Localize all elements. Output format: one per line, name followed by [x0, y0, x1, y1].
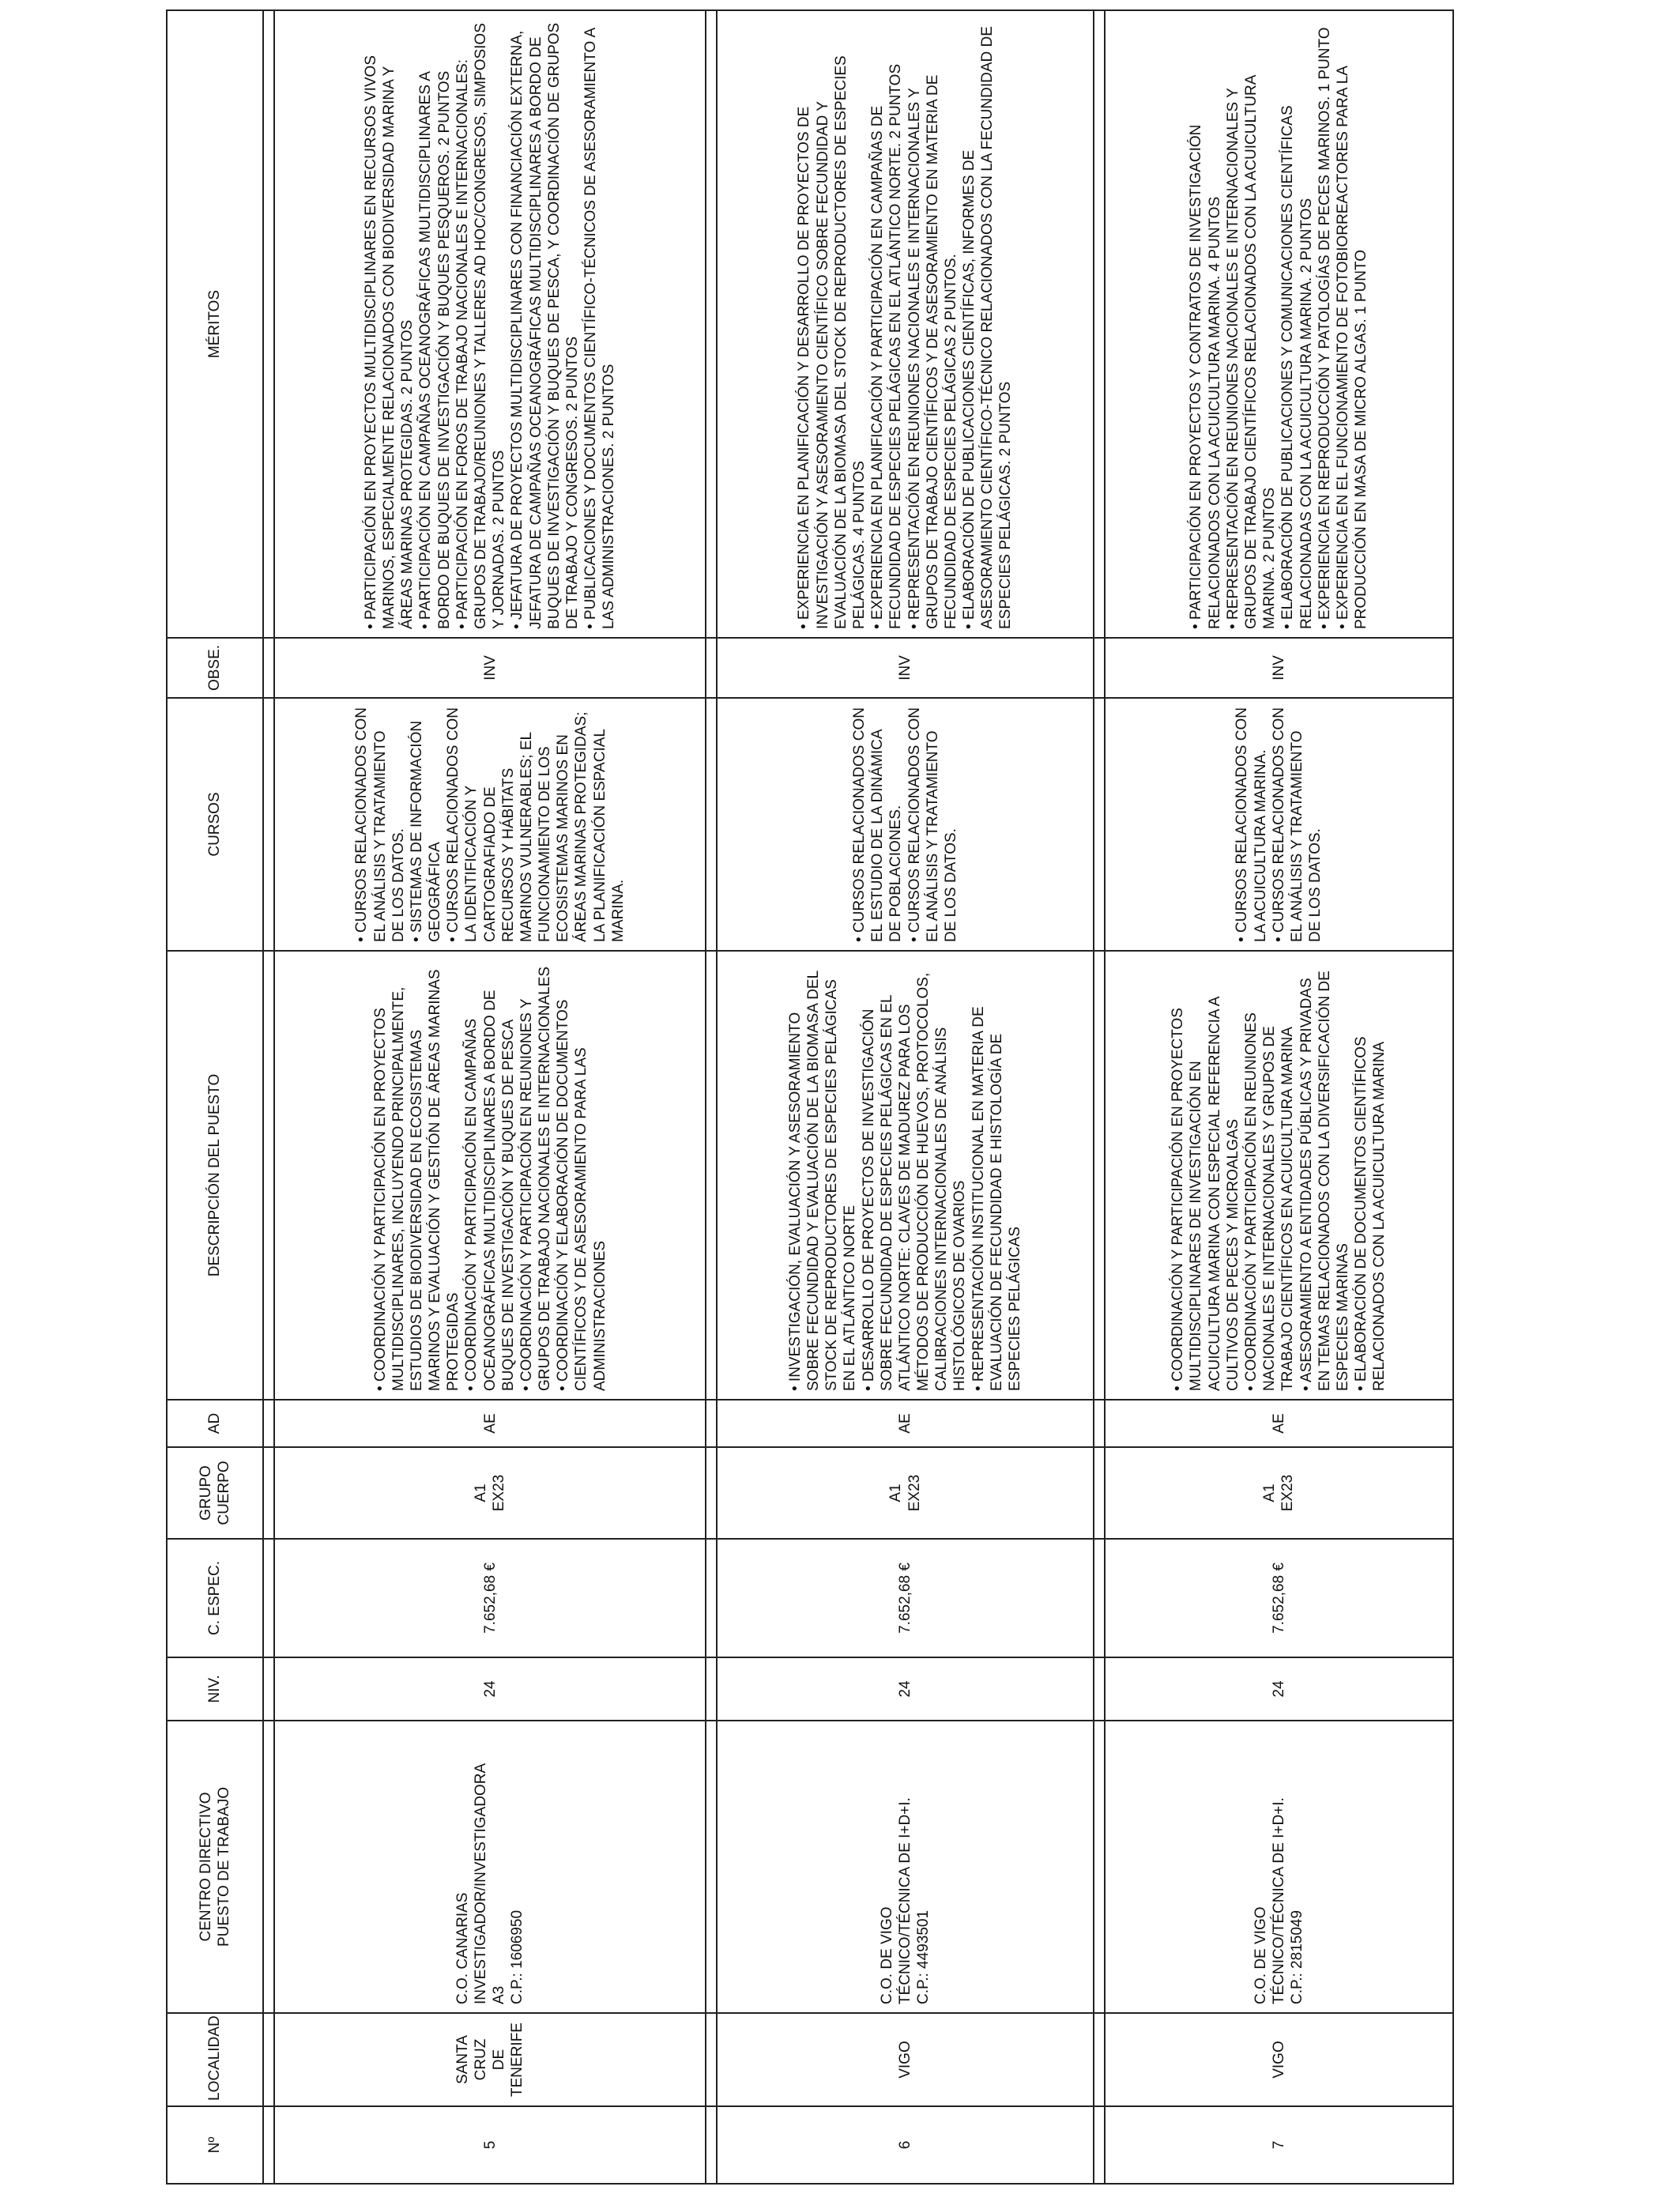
- cursos-item: • CURSOS RELACIONADOS CON EL ANÁLISIS Y TRATAMIENTO DE LOS DATOS.: [1270, 707, 1325, 942]
- table-row: [274, 10, 706, 2184]
- cell-localidad: SANTA CRUZ DE TENERIFE: [274, 2013, 706, 2106]
- descripcion-item: • REPRESENTACIÓN INSTITUCIONAL EN MATERIA DE EVALUACIÓN DE FECUNDIDAD E HISTOLOGÍA DE ESPECIES PELÁGICAS: [970, 959, 1025, 1391]
- header-cursos: CURSOS: [167, 698, 263, 951]
- cell-num: 6: [717, 2106, 1093, 2184]
- cell-ad: AE: [1105, 1400, 1453, 1447]
- header-c-espec: C. ESPEC.: [167, 1539, 263, 1657]
- header-meritos: MÉRITOS: [167, 10, 263, 638]
- cell-nivel: 24: [274, 1657, 706, 1721]
- cursos-item: • CURSOS RELACIONADOS CON EL ESTUDIO DE LA DINÁMICA DE POBLACIONES.: [850, 707, 906, 942]
- cursos-item: • CURSOS RELACIONADOS CON EL ANÁLISIS Y TRATAMIENTO DE LOS DATOS.: [906, 707, 961, 942]
- cell-centro: C.O. DE VIGO TÉCNICO/TÉCNICA DE I+D+I. C.P.: 2815049: [1105, 1721, 1453, 2013]
- descripcion-item: • COORDINACIÓN Y PARTICIPACIÓN EN REUNIONES Y GRUPOS DE TRABAJO NACIONALES E INTERNACIONALES: [518, 959, 554, 1391]
- cell-nivel: 24: [1105, 1657, 1453, 1721]
- meritos-item: • PARTICIPACIÓN EN PROYECTOS MULTIDISCIPLINARES EN RECURSOS VIVOS MARINOS, ESPECIALMENTE RELACIONADOS CON BIODIVERSIDAD MARINA Y ÁREAS MARINAS PROTEGIDAS. 2 PUNTOS: [362, 19, 417, 629]
- cell-meritos: [1105, 10, 1453, 638]
- cell-centro: C.O. CANARIAS INVESTIGADOR/INVESTIGADORA A3 C.P.: 1606950: [274, 1721, 706, 2013]
- table-row: [1105, 10, 1453, 2184]
- meritos-item: • EXPERIENCIA EN PLANIFICACIÓN Y DESARROLLO DE PROYECTOS DE INVESTIGACIÓN Y ASESORAMIENTO CIENTÍFICO SOBRE FECUNDIDAD Y EVALUACIÓN DE LA BIOMASA DEL STOCK DE REPRODUCTORES DE ESPECIES PELÁGICAS. 4 PUNTOS: [795, 19, 868, 629]
- meritos-item: • PARTICIPACIÓN EN PROYECTOS Y CONTRATOS DE INVESTIGACIÓN RELACIONADOS CON LA ACUICULTURA MARINA. 4 PUNTOS: [1187, 19, 1223, 629]
- cursos-list: [1233, 707, 1324, 942]
- cursos-item: • SISTEMAS DE INFORMACIÓN GEOGRÁFICA: [408, 707, 444, 942]
- cell-c-espec: 7.652,68 €: [274, 1539, 706, 1657]
- cursos-list: [850, 707, 960, 942]
- cell-grupo: A1 EX23: [274, 1447, 706, 1539]
- cell-descripcion: [274, 951, 706, 1400]
- cursos-item: • CURSOS RELACIONADOS CON EL ANÁLISIS Y TRATAMIENTO DE LOS DATOS.: [352, 707, 408, 942]
- meritos-item: • PUBLICACIONES Y DOCUMENTOS CIENTÍFICO-TÉCNICOS DE ASESORAMIENTO A LAS ADMINISTRACIONES. 2 PUNTOS: [582, 19, 618, 629]
- row-separator: [706, 10, 717, 2184]
- cell-ad: AE: [717, 1400, 1093, 1447]
- cell-localidad: VIGO: [717, 2013, 1093, 2106]
- cell-grupo: A1 EX23: [1105, 1447, 1453, 1539]
- cell-num: 5: [274, 2106, 706, 2184]
- cell-centro: C.O. DE VIGO TÉCNICO/TÉCNICA DE I+D+I. C.P.: 4493501: [717, 1721, 1093, 2013]
- header-descripcion: DESCRIPCIÓN DEL PUESTO: [167, 951, 263, 1400]
- cell-obs: INV: [274, 638, 706, 698]
- descripcion-list: [786, 959, 1024, 1391]
- cell-descripcion: [717, 951, 1093, 1400]
- meritos-item: • EXPERIENCIA EN EL FUNCIONAMIENTO DE FOTOBIORREACTORES PARA LA PRODUCCIÓN EN MASA DE MICRO ALGAS. 1 PUNTO: [1334, 19, 1370, 629]
- cell-descripcion: [1105, 951, 1453, 1400]
- header-centro: CENTRO DIRECTIVO PUESTO DE TRABAJO: [167, 1721, 263, 2013]
- meritos-item: • EXPERIENCIA EN REPRODUCCIÓN Y PATOLOGÍAS DE PECES MARINOS. 1 PUNTO: [1316, 19, 1334, 629]
- meritos-item: • EXPERIENCIA EN PLANIFICACIÓN Y PARTICIPACIÓN EN CAMPAÑAS DE FECUNDIDAD DE ESPECIES PELÁGICAS EN EL ATLÁNTICO NORTE. 2 PUNTOS: [868, 19, 905, 629]
- cell-cursos: [717, 698, 1093, 951]
- header-row: [167, 10, 263, 2184]
- table-row: [717, 10, 1093, 2184]
- cell-cursos: [274, 698, 706, 951]
- cursos-item: • CURSOS RELACIONADOS CON LA ACUICULTURA MARINA.: [1233, 707, 1269, 942]
- descripcion-list: [1169, 959, 1388, 1391]
- descripcion-item: • COORDINACIÓN Y ELABORACIÓN DE DOCUMENTOS CIENTÍFICOS Y DE ASESORAMIENTO PARA LAS ADMINISTRACIONES: [554, 959, 609, 1391]
- cell-ad: AE: [274, 1400, 706, 1447]
- meritos-item: • PARTICIPACIÓN EN CAMPAÑAS OCEANOGRÁFICAS MULTIDISCIPLINARES A BORDO DE BUQUES DE INVESTIGACIÓN Y BUQUES PESQUEROS. 2 PUNTOS: [416, 19, 453, 629]
- descripcion-item: • COORDINACIÓN Y PARTICIPACIÓN EN CAMPAÑAS OCEANOGRÁFICAS MULTIDISCIPLINARES A BORDO DE BUQUES DE INVESTIGACIÓN Y BUQUES DE PESCA: [462, 959, 518, 1391]
- header-ad: AD: [167, 1400, 263, 1447]
- meritos-item: • REPRESENTACIÓN EN REUNIONES NACIONALES E INTERNACIONALES Y GRUPOS DE TRABAJO CIENTÍFICOS RELACIONADOS CON LA ACUICULTURA MARINA. 2 PUNTOS: [1224, 19, 1279, 629]
- descripcion-item: • ASESORAMIENTO A ENTIDADES PÚBLICAS Y PRIVADAS EN TEMAS RELACIONADOS CON LA DIVERSIFICACIÓN DE ESPECIES MARINAS: [1298, 959, 1353, 1391]
- meritos-list: [795, 19, 1015, 629]
- descripcion-item: • COORDINACIÓN Y PARTICIPACIÓN EN PROYECTOS MULTIDISCIPLINARES DE INVESTIGACIÓN EN ACUICULTURA MARINA CON ESPECIAL REFERENCIA A CULTIVOS DE PECES Y MICROALGAS: [1169, 959, 1242, 1391]
- header-nivel: NIV.: [167, 1657, 263, 1721]
- cell-c-espec: 7.652,68 €: [1105, 1539, 1453, 1657]
- header-obs: OBSE.: [167, 638, 263, 698]
- meritos-item: • REPRESENTACIÓN EN REUNIONES NACIONALES E INTERNACIONALES Y GRUPOS DE TRABAJO CIENTÍFICOS Y DE ASESORAMIENTO EN MATERIA DE FECUNDIDAD DE ESPECIES PELÁGICAS 2 PUNTOS.: [906, 19, 961, 629]
- cell-num: 7: [1105, 2106, 1453, 2184]
- cell-obs: INV: [717, 638, 1093, 698]
- descripcion-item: • ELABORACIÓN DE DOCUMENTOS CIENTÍFICOS RELACIONADOS CON LA ACUICULTURA MARINA: [1352, 959, 1388, 1391]
- meritos-item: • JEFATURA DE PROYECTOS MULTIDISCIPLINARES CON FINANCIACIÓN EXTERNA, JEFATURA DE CAMPAÑAS OCEANOGRÁFICAS MULTIDISCIPLINARES A BORDO DE BUQUES DE INVESTIGACIÓN Y BUQUES DE PESCA, Y COORDINACIÓN DE GRUPOS DE TRABAJO Y CONGRESOS. 2 PUNTOS: [508, 19, 582, 629]
- header-num: Nº: [167, 2106, 263, 2184]
- cursos-list: [352, 707, 627, 942]
- descripcion-item: • COORDINACIÓN Y PARTICIPACIÓN EN REUNIONES NACIONALES E INTERNACIONALES Y GRUPOS DE TRABAJO CIENTÍFICOS EN ACUICULTURA MARINA: [1242, 959, 1298, 1391]
- cell-c-espec: 7.652,68 €: [717, 1539, 1093, 1657]
- row-separator: [1094, 10, 1105, 2184]
- job-positions-table: [166, 9, 1454, 2185]
- meritos-list: [362, 19, 618, 629]
- cell-nivel: 24: [717, 1657, 1093, 1721]
- descripcion-item: • DESARROLLO DE PROYECTOS DE INVESTIGACIÓN SOBRE FECUNDIDAD DE ESPECIES PELÁGICAS EN EL ATLÁNTICO NORTE: CLAVES DE MADUREZ PARA LOS MÉTODOS DE PRODUCCIÓN DE HUEVOS, PROTOCOLOS, CALIBRACIONES INTERNACIONALES DE ANÁLISIS HISTOLÓGICOS DE OVARIOS: [860, 959, 970, 1391]
- table-body: [263, 10, 1453, 2184]
- meritos-item: • PARTICIPACIÓN EN FOROS DE TRABAJO NACIONALES E INTERNACIONALES: GRUPOS DE TRABAJO/REUNIONES Y TALLERES AD HOC/CONGRESOS, SIMPOSIOS Y JORNADAS. 2 PUNTOS: [454, 19, 509, 629]
- cell-meritos: [717, 10, 1093, 638]
- descripcion-list: [371, 959, 609, 1391]
- row-separator: [263, 10, 274, 2184]
- meritos-item: • ELABORACIÓN DE PUBLICACIONES CIENTÍFICAS, INFORMES DE ASESORAMIENTO CIENTÍFICO-TÉCNICO RELACIONADOS CON LA FECUNDIDAD DE ESPECIES PELÁGICAS. 2 PUNTOS: [960, 19, 1015, 629]
- cell-obs: INV: [1105, 638, 1453, 698]
- cell-grupo: A1 EX23: [717, 1447, 1093, 1539]
- header-grupo: GRUPO CUERPO: [167, 1447, 263, 1539]
- cell-localidad: VIGO: [1105, 2013, 1453, 2106]
- meritos-list: [1187, 19, 1370, 629]
- cell-meritos: [274, 10, 706, 638]
- header-localidad: LOCALIDAD: [167, 2013, 263, 2106]
- cell-cursos: [1105, 698, 1453, 951]
- cursos-item: • CURSOS RELACIONADOS CON LA IDENTIFICACIÓN Y CARTOGRAFIADO DE RECURSOS Y HÁBITATS MARINOS VULNERABLES; EL FUNCIONAMIENTO DE LOS ECOSISTEMAS MARINOS EN ÁREAS MARINAS PROTEGIDAS; LA PLANIFICACIÓN ESPACIAL MARINA.: [444, 707, 627, 942]
- descripcion-item: • COORDINACIÓN Y PARTICIPACIÓN EN PROYECTOS MULTIDISCIPLINARES, INCLUYENDO PRINCIPALMENTE, ESTUDIOS DE BIODIVERSIDAD EN ECOSISTEMAS MARINOS Y EVALUACIÓN Y GESTIÓN DE ÁREAS MARINAS PROTEGIDAS: [371, 959, 463, 1391]
- meritos-item: • ELABORACIÓN DE PUBLICACIONES Y COMUNICACIONES CIENTÍFICAS RELACIONADAS CON LA ACUICULTURA MARINA. 2 PUNTOS: [1279, 19, 1315, 629]
- descripcion-item: • INVESTIGACIÓN, EVALUACIÓN Y ASESORAMIENTO SOBRE FECUNDIDAD Y EVALUACIÓN DE LA BIOMASA DEL STOCK DE REPRODUCTORES DE ESPECIES PELÁGICAS EN EL ATLÁNTICO NORTE: [786, 959, 860, 1391]
- rotated-page: [166, 11, 1454, 2185]
